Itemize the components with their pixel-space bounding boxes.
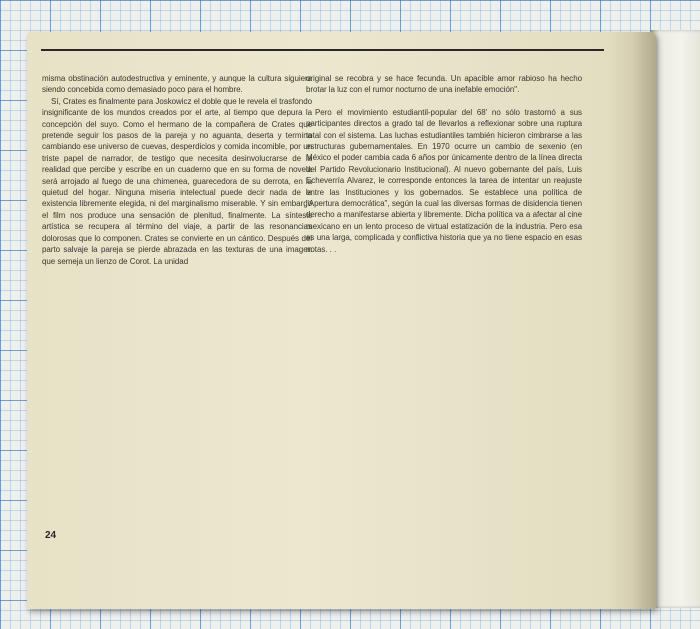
gutter-shadow bbox=[632, 32, 656, 609]
right-paragraph-1: original se recobra y se hace fecunda. Un apacible amor rabioso ha hecho brotar la luz con el rumor nocturno de una inefable emoción". bbox=[306, 74, 582, 95]
adjacent-page-edge bbox=[650, 30, 700, 608]
left-text-column bbox=[42, 73, 312, 267]
right-paragraph-2: Pero el movimiento estudiantil-popular del 68' no sólo trastornó a sus participantes directos a grado tal de llevarlos a reflexionar sobre una ruptura total con el sistema. Las luchas estudiantiles también hicieron cimbrarse a las estructuras gubernamentales. En 1970 ocurre un cambio de sexenio (en México el poder cambia cada 6 años por únicamente dentro de la línea directa del Partido Revolucionario Institucional). Al nuevo gobernante del país, Luis Echeverría Alvarez, le corresponde entonces la tarea de intentar un reajuste entre las Instituciones y los gobernados. Se establece una política de "Apertura democrática", según la cual las diversas formas de disidencia tienen derecho a manifestarse abierta y libremente. Dicha política va a afectar al cine mexicano en un lento proceso de virtual estatización de la industria. Pero esa es una larga, complicada y conflictiva historia que ya no tiene espacio en esas notas. . . bbox=[306, 107, 582, 254]
header-rule bbox=[41, 49, 604, 51]
left-paragraph-2: Sí, Crates es finalmente para Joskowicz el doble que le revela el trasfondo insignificante de los mundos creados por el arte, al tiempo que depura la concepción del suyo. Como el hermano de la compañera de Crates que pretende seguir los pasos de la pareja y no aguanta, deserta y termina cambiando ese universo de cuevas, desperdicios y comida incomible, por un triste papel de narrador, de testigo que necesita desinvolucrarse de la realidad que percibe y escribe en un cuaderno que en su forma de novela será arrojado al fuego de una chimenea, guarecedora de su derrota, en la quietud del hogar. Ninguna miseria intelectual puede decir nada de la existencia libremente elegida, ni del marginalismo miserable. Y sin embargo el film nos produce una sensación de plenitud, finalmente. La síntesis artística se recupera al término del viaje, a partir de las resonancias dolorosas que lo componen. Crates se convierte en un cántico. Después del parto salvaje la pareja se pierde abrazada en las texturas de una imagen que semeja un lienzo de Corot. La unidad bbox=[42, 96, 312, 266]
left-paragraph-1: misma obstinación autodestructiva y eminente, y aunque la cultura siguiera siendo concebida como demasiado poco para el hombre. bbox=[42, 74, 312, 95]
right-text-column bbox=[306, 73, 582, 255]
page-number: 24 bbox=[45, 530, 57, 541]
